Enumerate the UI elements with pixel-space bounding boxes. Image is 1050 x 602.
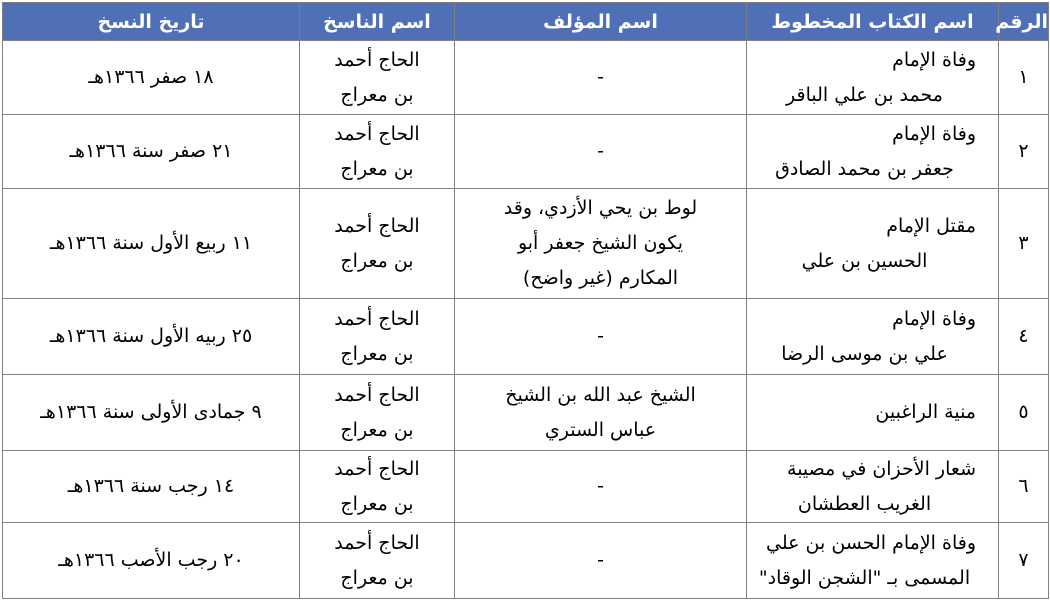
- cell-title-line: مقتل الإمام: [886, 214, 976, 237]
- cell-title-line: وفاة الإمام: [892, 307, 976, 330]
- cell-date: ٢٥ ربيه الأول سنة ١٣٦٦هـ: [3, 299, 300, 375]
- table-row: [3, 451, 1049, 523]
- table-row: [3, 189, 1049, 299]
- cell-title: [747, 189, 999, 299]
- cell-date: ١٤ رجب سنة ١٣٦٦هـ: [3, 451, 300, 523]
- cell-title-line: وفاة الإمام: [892, 48, 976, 71]
- cell-author-line: المكارم (غير واضح): [522, 267, 679, 289]
- cell-copyist: [300, 115, 455, 189]
- cell-author: [455, 375, 747, 451]
- cell-author-line: يكون الشيخ جعفر أبو: [517, 232, 684, 254]
- cell-copyist-line: الحاج أحمد: [334, 383, 420, 406]
- cell-title: [747, 299, 999, 375]
- manuscripts-table: [2, 2, 1049, 599]
- cell-author-line: -: [597, 66, 604, 88]
- cell-author: [455, 523, 747, 599]
- table-row: [3, 375, 1049, 451]
- cell-author-line: -: [597, 325, 604, 347]
- cell-title-line: المسمى بـ "الشجن الوقاد": [758, 566, 971, 589]
- cell-title: [747, 375, 999, 451]
- cell-author: [455, 299, 747, 375]
- cell-title-line: منية الراغبين: [875, 401, 976, 423]
- table-row: [3, 299, 1049, 375]
- cell-copyist-line: بن معراج: [340, 566, 414, 589]
- cell-copyist-line: بن معراج: [340, 418, 414, 441]
- cell-title: [747, 523, 999, 599]
- cell-date: ٢١ صفر سنة ١٣٦٦هـ: [3, 115, 300, 189]
- header-date: تاريخ النسخ: [3, 3, 300, 41]
- cell-author-line: الشيخ عبد الله بن الشيخ: [505, 383, 696, 406]
- cell-num: ٣: [999, 189, 1049, 299]
- cell-author-line: لوط بن يحي الأزدي، وقد: [503, 197, 698, 219]
- cell-title-line: علي بن موسى الرضا: [781, 342, 948, 365]
- cell-title: [747, 115, 999, 189]
- cell-author-line: -: [597, 549, 604, 571]
- cell-copyist: [300, 41, 455, 115]
- header-num: الرقم: [999, 3, 1049, 41]
- header-copyist: اسم الناسخ: [300, 3, 455, 41]
- cell-title: [747, 41, 999, 115]
- cell-title-line: محمد بن علي الباقر: [786, 83, 943, 106]
- cell-copyist: [300, 299, 455, 375]
- cell-author-line: -: [597, 140, 604, 162]
- cell-title-line: شعار الأحزان في مصيبة: [787, 457, 976, 480]
- cell-title-line: وفاة الإمام: [892, 122, 976, 145]
- cell-title-line: وفاة الإمام الحسن بن علي: [766, 531, 976, 554]
- cell-copyist-line: الحاج أحمد: [334, 307, 420, 330]
- cell-copyist-line: الحاج أحمد: [334, 122, 420, 145]
- cell-copyist: [300, 189, 455, 299]
- cell-author: [455, 451, 747, 523]
- cell-copyist-line: بن معراج: [340, 249, 414, 272]
- cell-copyist-line: بن معراج: [340, 492, 414, 515]
- cell-num: ٢: [999, 115, 1049, 189]
- cell-author-line: عباس الستري: [544, 418, 657, 441]
- header-author: اسم المؤلف: [455, 3, 747, 41]
- cell-author-line: -: [597, 475, 604, 497]
- cell-copyist: [300, 523, 455, 599]
- cell-copyist: [300, 375, 455, 451]
- table-row: [3, 523, 1049, 599]
- table-row: [3, 115, 1049, 189]
- cell-title-line: الحسين بن علي: [801, 249, 928, 272]
- cell-copyist-line: بن معراج: [340, 342, 414, 365]
- header-row: [3, 3, 1049, 41]
- cell-copyist: [300, 451, 455, 523]
- cell-num: ٧: [999, 523, 1049, 599]
- cell-title: [747, 451, 999, 523]
- cell-author: [455, 115, 747, 189]
- cell-date: ٩ جمادى الأولى سنة ١٣٦٦هـ: [3, 375, 300, 451]
- cell-copyist-line: الحاج أحمد: [334, 48, 420, 71]
- cell-num: ١: [999, 41, 1049, 115]
- cell-copyist-line: بن معراج: [340, 83, 414, 106]
- cell-num: ٦: [999, 451, 1049, 523]
- cell-copyist-line: الحاج أحمد: [334, 531, 420, 554]
- header-title: اسم الكتاب المخطوط: [747, 3, 999, 41]
- cell-date: ١١ ربيع الأول سنة ١٣٦٦هـ: [3, 189, 300, 299]
- cell-date: ٢٠ رجب الأصب ١٣٦٦هـ: [3, 523, 300, 599]
- cell-title-line: جعفر بن محمد الصادق: [775, 157, 954, 180]
- cell-copyist-line: الحاج أحمد: [334, 457, 420, 480]
- cell-author: [455, 41, 747, 115]
- cell-copyist-line: بن معراج: [340, 157, 414, 180]
- cell-copyist-line: الحاج أحمد: [334, 214, 420, 237]
- cell-num: ٤: [999, 299, 1049, 375]
- cell-date: ١٨ صفر ١٣٦٦هـ: [3, 41, 300, 115]
- cell-num: ٥: [999, 375, 1049, 451]
- cell-author: [455, 189, 747, 299]
- cell-title-line: الغريب العطشان: [797, 492, 932, 515]
- table-row: [3, 41, 1049, 115]
